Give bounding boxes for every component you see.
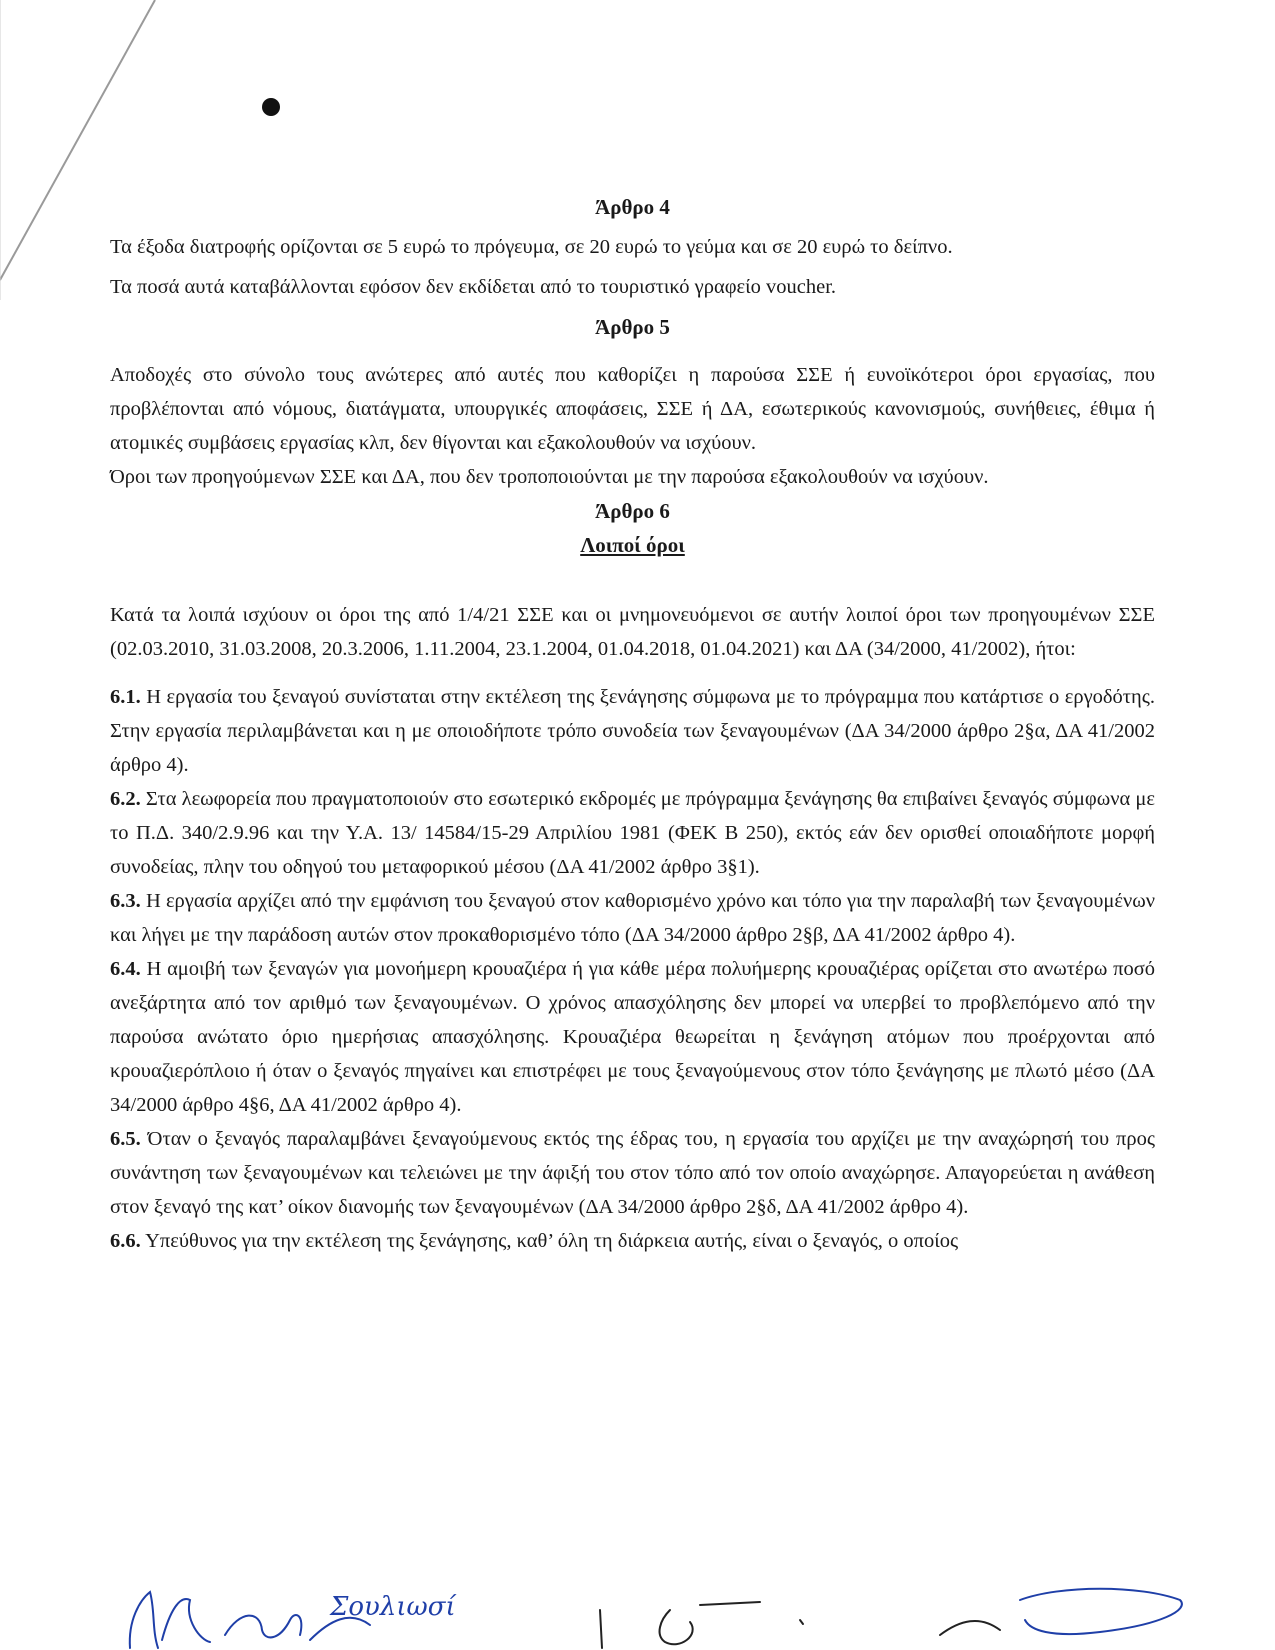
clause-number: 6.1. [110, 686, 141, 708]
clause-6-2 [110, 782, 1155, 884]
clause-number: 6.5. [110, 1128, 141, 1150]
article4-paragraph-2: Τα ποσά αυτά καταβάλλονται εφόσον δεν εκδίδεται από το τουριστικό γραφείο voucher. [110, 276, 837, 298]
svg-text:Σουλιωσί: Σουλιωσί [330, 1592, 456, 1622]
article5-paragraph-1: Αποδοχές στο σύνολο τους ανώτερες από αυτές που καθορίζει η παρούσα ΣΣΕ ή ευνοϊκότεροι όροι εργασίας, που προβλέπονται από νόμους, διατάγματα, υπουργικές αποφάσεις, ΣΣΕ ή ΔΑ, εσωτερικούς κανονισμούς, συνήθειες, έθιμα ή ατομικές συμβάσεις εργασίας κλπ, δεν θίγονται και εξακολουθούν να ισχύουν. [110, 364, 1155, 454]
clause-6-5 [110, 1122, 1155, 1224]
article4-heading: Άρθρο 4 [595, 195, 670, 219]
article4-paragraph-1: Τα έξοδα διατροφής ορίζονται σε 5 ευρώ το πρόγευμα, σε 20 ευρώ το γεύμα και σε 20 ευρώ το δείπνο. [110, 236, 953, 258]
clause-number: 6.6. [110, 1230, 141, 1252]
article6-heading: Άρθρο 6 [595, 499, 670, 523]
article5-heading: Άρθρο 5 [595, 315, 670, 339]
punch-hole-mark [262, 98, 280, 116]
clause-number: 6.4. [110, 958, 141, 980]
clause-text: Υπεύθυνος για την εκτέλεση της ξενάγησης, καθ’ όλη τη διάρκεια αυτής, είναι ο ξεναγός, ο οποίος [140, 1230, 959, 1252]
clause-6-1 [110, 680, 1155, 782]
article6-intro: Κατά τα λοιπά ισχύουν οι όροι της από 1/4/21 ΣΣΕ και οι μνημονευόμενοι σε αυτήν λοιποί όροι των προηγουμένων ΣΣΕ (02.03.2010, 31.03.2008, 20.3.2006, 1.11.2004, 23.1.2004, 01.04.2018, 01.04.2021) και ΔΑ (34/2000, 41/2002), ήτοι: [110, 604, 1155, 660]
handwritten-signatures [0, 1580, 1275, 1650]
document-body [110, 190, 1155, 1258]
clause-number: 6.2. [110, 788, 141, 810]
clause-6-6 [110, 1224, 1155, 1258]
clause-number: 6.3. [110, 890, 141, 912]
article5-paragraph-2: Όροι των προηγούμενων ΣΣΕ και ΔΑ, που δεν τροποποιούνται με την παρούσα εξακολουθούν να ισχύουν. [110, 466, 989, 488]
clause-text: Η αμοιβή των ξεναγών για μονοήμερη κρουαζιέρα ή για κάθε μέρα πολυήμερης κρουαζιέρας ορίζεται στο ανωτέρω ποσό ανεξάρτητα από τον αριθμό των ξεναγουμένων. Ο χρόνος απασχόλησης δεν μπορεί να υπερβεί το προβλεπόμενο από την παρούσα ανώτατο όριο ημερήσιας απασχόλησης. Κρουαζιέρα θεωρείται η ξενάγηση ατόμων που προέρχονται από κρουαζιερόπλοιο ή όταν ο ξεναγός πηγαίνει και επιστρέφει με τους ξεναγούμενους στον τόπο ξενάγησης με πλωτό μέσο (ΔΑ 34/2000 άρθρο 4§6, ΔΑ 41/2002 άρθρο 4). [110, 958, 1155, 1116]
clause-6-3 [110, 884, 1155, 952]
clause-text: Η εργασία αρχίζει από την εμφάνιση του ξεναγού στον καθορισμένο χρόνο και τόπο για την παραλαβή των ξεναγουμένων και λήγει με την παράδοση αυτών στον προκαθορισμένο τόπο (ΔΑ 34/2000 άρθρο 2§β, ΔΑ 41/2002 άρθρο 4). [110, 890, 1155, 946]
clause-6-4 [110, 952, 1155, 1122]
clause-text: Η εργασία του ξεναγού συνίσταται στην εκτέλεση της ξενάγησης σύμφωνα με το πρόγραμμα που κατάρτισε ο εργοδότης. Στην εργασία περιλαμβάνεται και η με οποιοδήποτε τρόπο συνοδεία των ξεναγουμένων (ΔΑ 34/2000 άρθρο 2§α, ΔΑ 41/2002 άρθρο 4). [110, 686, 1155, 776]
clause-text: Στα λεωφορεία που πραγματοποιούν στο εσωτερικό εκδρομές με πρόγραμμα ξενάγησης θα επιβαίνει ξεναγός σύμφωνα με το Π.Δ. 340/2.9.96 και την Υ.Α. 13/ 14584/15-29 Απριλίου 1981 (ΦΕΚ Β 250), εκτός εάν δεν ορισθεί οποιαδήποτε μορφή συνοδείας, πλην του οδηγού του μεταφορικού μέσου (ΔΑ 41/2002 άρθρο 3§1). [110, 788, 1155, 878]
article6-subheading: Λοιποί όροι [580, 533, 685, 557]
clause-text: Όταν ο ξεναγός παραλαμβάνει ξεναγούμενους εκτός της έδρας του, η εργασία του αρχίζει με την αναχώρησή του προς συνάντηση των ξεναγουμένων και τελειώνει με την άφιξή του στον τόπο από τον οποίο αναχώρησε. Απαγορεύεται η ανάθεση στον ξεναγό της κατ’ οίκον διανομής των ξεναγουμένων (ΔΑ 34/2000 άρθρο 2§δ, ΔΑ 41/2002 άρθρο 4). [110, 1128, 1155, 1218]
